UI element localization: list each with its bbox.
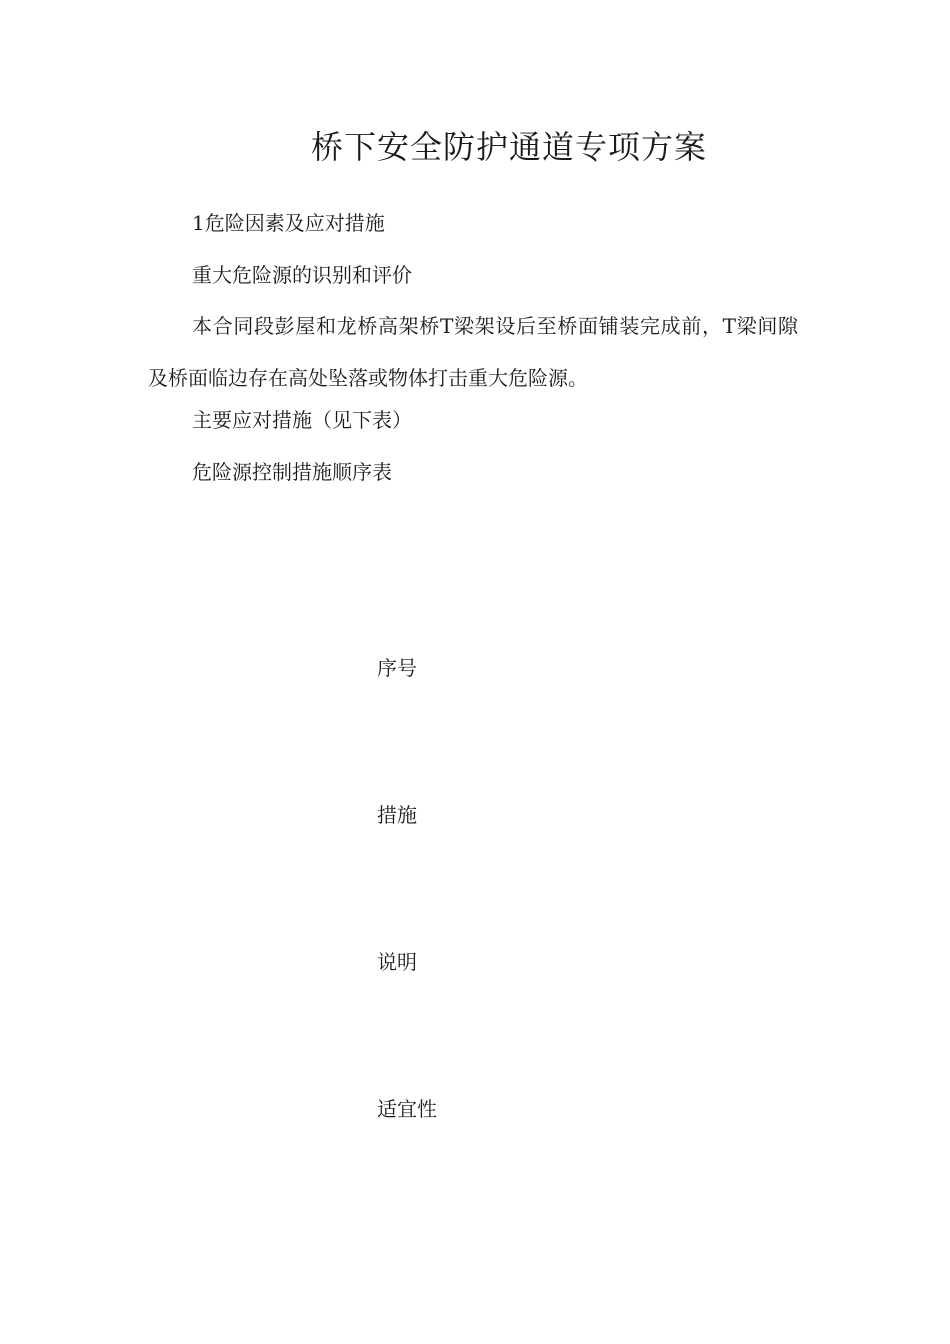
measures-intro: 主要应对措施（见下表） (192, 408, 412, 432)
document-title: 桥下安全防护通道专项方案 (310, 128, 707, 166)
table-header-description: 说明 (377, 950, 417, 974)
table-caption: 危险源控制措施顺序表 (192, 460, 392, 484)
table-header-index: 序号 (377, 656, 417, 680)
table-header-measure: 措施 (377, 803, 417, 827)
section-heading: 1危险因素及应对措施 (192, 211, 385, 235)
table-header-suitability: 适宜性 (377, 1097, 437, 1121)
subsection-heading: 重大危险源的识别和评价 (192, 263, 412, 287)
body-paragraph: 本合同段彭屋和龙桥高架桥T梁架设后至桥面铺装完成前，T梁间隙及桥面临边存在高处坠落或物体打击重大危险源。 (148, 314, 798, 390)
